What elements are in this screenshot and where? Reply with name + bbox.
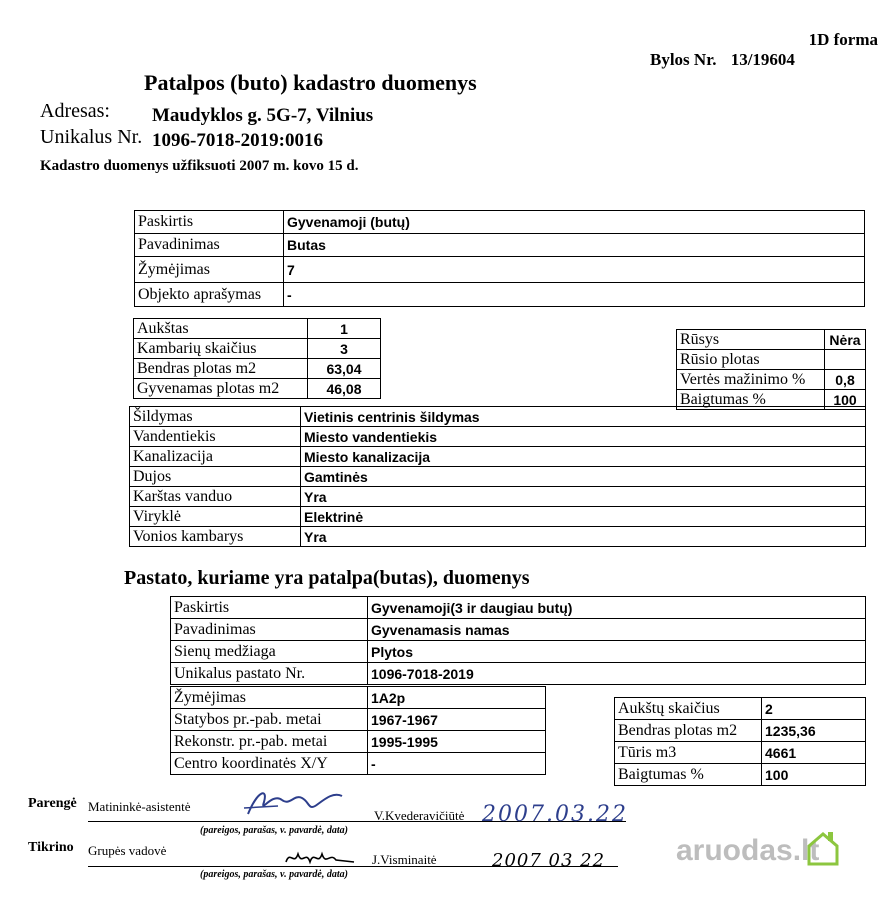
prepared-name: V.Kvederavičiūtė [374, 808, 465, 823]
field-value: Gyvenamoji (butų) [284, 211, 865, 234]
prepared-date: 2007.03.22 [482, 802, 628, 827]
field-value: 1967-1967 [368, 709, 546, 731]
table-row [130, 427, 866, 447]
field-label: Rūsys [677, 330, 825, 350]
table-row [130, 467, 866, 487]
case-number-value: 13/19604 [730, 50, 795, 69]
field-value: Gyvenamasis namas [368, 619, 866, 641]
field-value: - [284, 283, 865, 307]
field-label: Kambarių skaičius [134, 339, 308, 359]
field-label: Objekto aprašymas [135, 283, 284, 307]
checked-caption: (pareigos, parašas, v. pavardė, data) [200, 869, 348, 880]
field-value: 1995-1995 [368, 731, 546, 753]
table-row [677, 350, 866, 370]
checked-date: 2007 03 22 [492, 850, 606, 871]
field-label: Vertės mažinimo % [677, 370, 825, 390]
field-value: Miesto vandentiekis [301, 427, 866, 447]
table-row [134, 379, 381, 399]
apartment-general-table [134, 210, 865, 307]
prepared-label: Parengė [28, 796, 77, 811]
field-value: Gamtinės [301, 467, 866, 487]
field-label: Rekonstr. pr.-pab. metai [171, 731, 368, 753]
field-label: Centro koordinatės X/Y [171, 753, 368, 775]
checked-role: Grupės vadovė [88, 843, 167, 858]
apartment-stats-table [133, 318, 381, 399]
field-value: 63,04 [308, 359, 381, 379]
table-row [130, 527, 866, 547]
watermark-text: aruodas.lt [676, 834, 820, 867]
table-row [134, 339, 381, 359]
field-label: Paskirtis [171, 597, 368, 619]
page-title: Patalpos (buto) kadastro duomenys [144, 70, 477, 95]
building-details-table [170, 686, 546, 775]
table-row [171, 687, 546, 709]
table-row [615, 764, 866, 786]
watermark-logo [676, 834, 819, 868]
utilities-table [129, 406, 866, 547]
table-row [135, 211, 865, 234]
table-row [130, 507, 866, 527]
unique-number-value: 1096-7018-2019:0016 [152, 130, 323, 151]
basement-table [676, 329, 866, 410]
field-value [825, 350, 866, 370]
field-value: 3 [308, 339, 381, 359]
unique-number-label: Unikalus Nr. [40, 126, 143, 148]
table-row [171, 753, 546, 775]
field-label: Baigtumas % [615, 764, 762, 786]
address-value: Maudyklos g. 5G-7, Vilnius [152, 105, 374, 126]
field-label: Žymėjimas [171, 687, 368, 709]
field-value: 0,8 [825, 370, 866, 390]
table-row [135, 283, 865, 307]
field-label: Kanalizacija [130, 447, 301, 467]
field-label: Karštas vanduo [130, 487, 301, 507]
field-value: 100 [762, 764, 866, 786]
prepared-signature [238, 786, 348, 822]
table-row [130, 407, 866, 427]
field-value: Plytos [368, 641, 866, 663]
checked-label: Tikrino [28, 840, 74, 855]
table-row [171, 709, 546, 731]
field-label: Aukštų skaičius [615, 698, 762, 720]
cadastre-date-line: Kadastro duomenys užfiksuoti 2007 m. kovo 15 d. [40, 158, 359, 174]
table-row [130, 447, 866, 467]
prepared-caption: (pareigos, parašas, v. pavardė, data) [200, 825, 348, 836]
house-icon [806, 830, 840, 866]
field-label: Gyvenamas plotas m2 [134, 379, 308, 399]
field-label: Pavadinimas [171, 619, 368, 641]
checked-name: J.Visminaitė [372, 852, 437, 867]
table-row [171, 663, 866, 685]
field-label: Vonios kambarys [130, 527, 301, 547]
table-row [135, 234, 865, 257]
checked-signature [280, 844, 360, 870]
case-number [650, 50, 795, 70]
field-value: 1235,36 [762, 720, 866, 742]
field-value: Butas [284, 234, 865, 257]
form-code: 1D forma [808, 30, 878, 49]
field-value: Yra [301, 487, 866, 507]
building-general-table [170, 596, 866, 685]
field-value: Elektrinė [301, 507, 866, 527]
field-label: Paskirtis [135, 211, 284, 234]
field-value: 4661 [762, 742, 866, 764]
table-row [130, 487, 866, 507]
table-row [677, 330, 866, 350]
field-value: - [368, 753, 546, 775]
table-row [171, 731, 546, 753]
field-label: Bendras plotas m2 [134, 359, 308, 379]
table-row [615, 698, 866, 720]
field-value: 46,08 [308, 379, 381, 399]
field-value: 1A2p [368, 687, 546, 709]
prepared-role: Matininkė-asistentė [88, 799, 191, 814]
field-label: Aukštas [134, 319, 308, 339]
field-label: Sienų medžiaga [171, 641, 368, 663]
field-value: Nėra [825, 330, 866, 350]
field-value: 100 [825, 390, 866, 410]
case-number-label: Bylos Nr. [650, 50, 717, 69]
field-value: 7 [284, 257, 865, 283]
table-row [135, 257, 865, 283]
field-value: Miesto kanalizacija [301, 447, 866, 467]
field-value: Yra [301, 527, 866, 547]
field-value: 1096-7018-2019 [368, 663, 866, 685]
field-value: Gyvenamoji(3 ir daugiau butų) [368, 597, 866, 619]
table-row [134, 319, 381, 339]
field-label: Pavadinimas [135, 234, 284, 257]
building-stats-table [614, 697, 866, 786]
field-value: 1 [308, 319, 381, 339]
table-row [171, 597, 866, 619]
table-row [171, 641, 866, 663]
field-label: Šildymas [130, 407, 301, 427]
field-label: Žymėjimas [135, 257, 284, 283]
field-value: 2 [762, 698, 866, 720]
building-section-title: Pastato, kuriame yra patalpa(butas), duomenys [124, 567, 530, 589]
table-row [677, 370, 866, 390]
table-row [171, 619, 866, 641]
address-label: Adresas: [40, 100, 110, 122]
field-label: Unikalus pastato Nr. [171, 663, 368, 685]
table-row [615, 742, 866, 764]
field-label: Baigtumas % [677, 390, 825, 410]
field-label: Dujos [130, 467, 301, 487]
field-label: Rūsio plotas [677, 350, 825, 370]
field-label: Bendras plotas m2 [615, 720, 762, 742]
table-row [615, 720, 866, 742]
field-label: Statybos pr.-pab. metai [171, 709, 368, 731]
field-value: Vietinis centrinis šildymas [301, 407, 866, 427]
field-label: Viryklė [130, 507, 301, 527]
table-row [134, 359, 381, 379]
field-label: Vandentiekis [130, 427, 301, 447]
field-label: Tūris m3 [615, 742, 762, 764]
